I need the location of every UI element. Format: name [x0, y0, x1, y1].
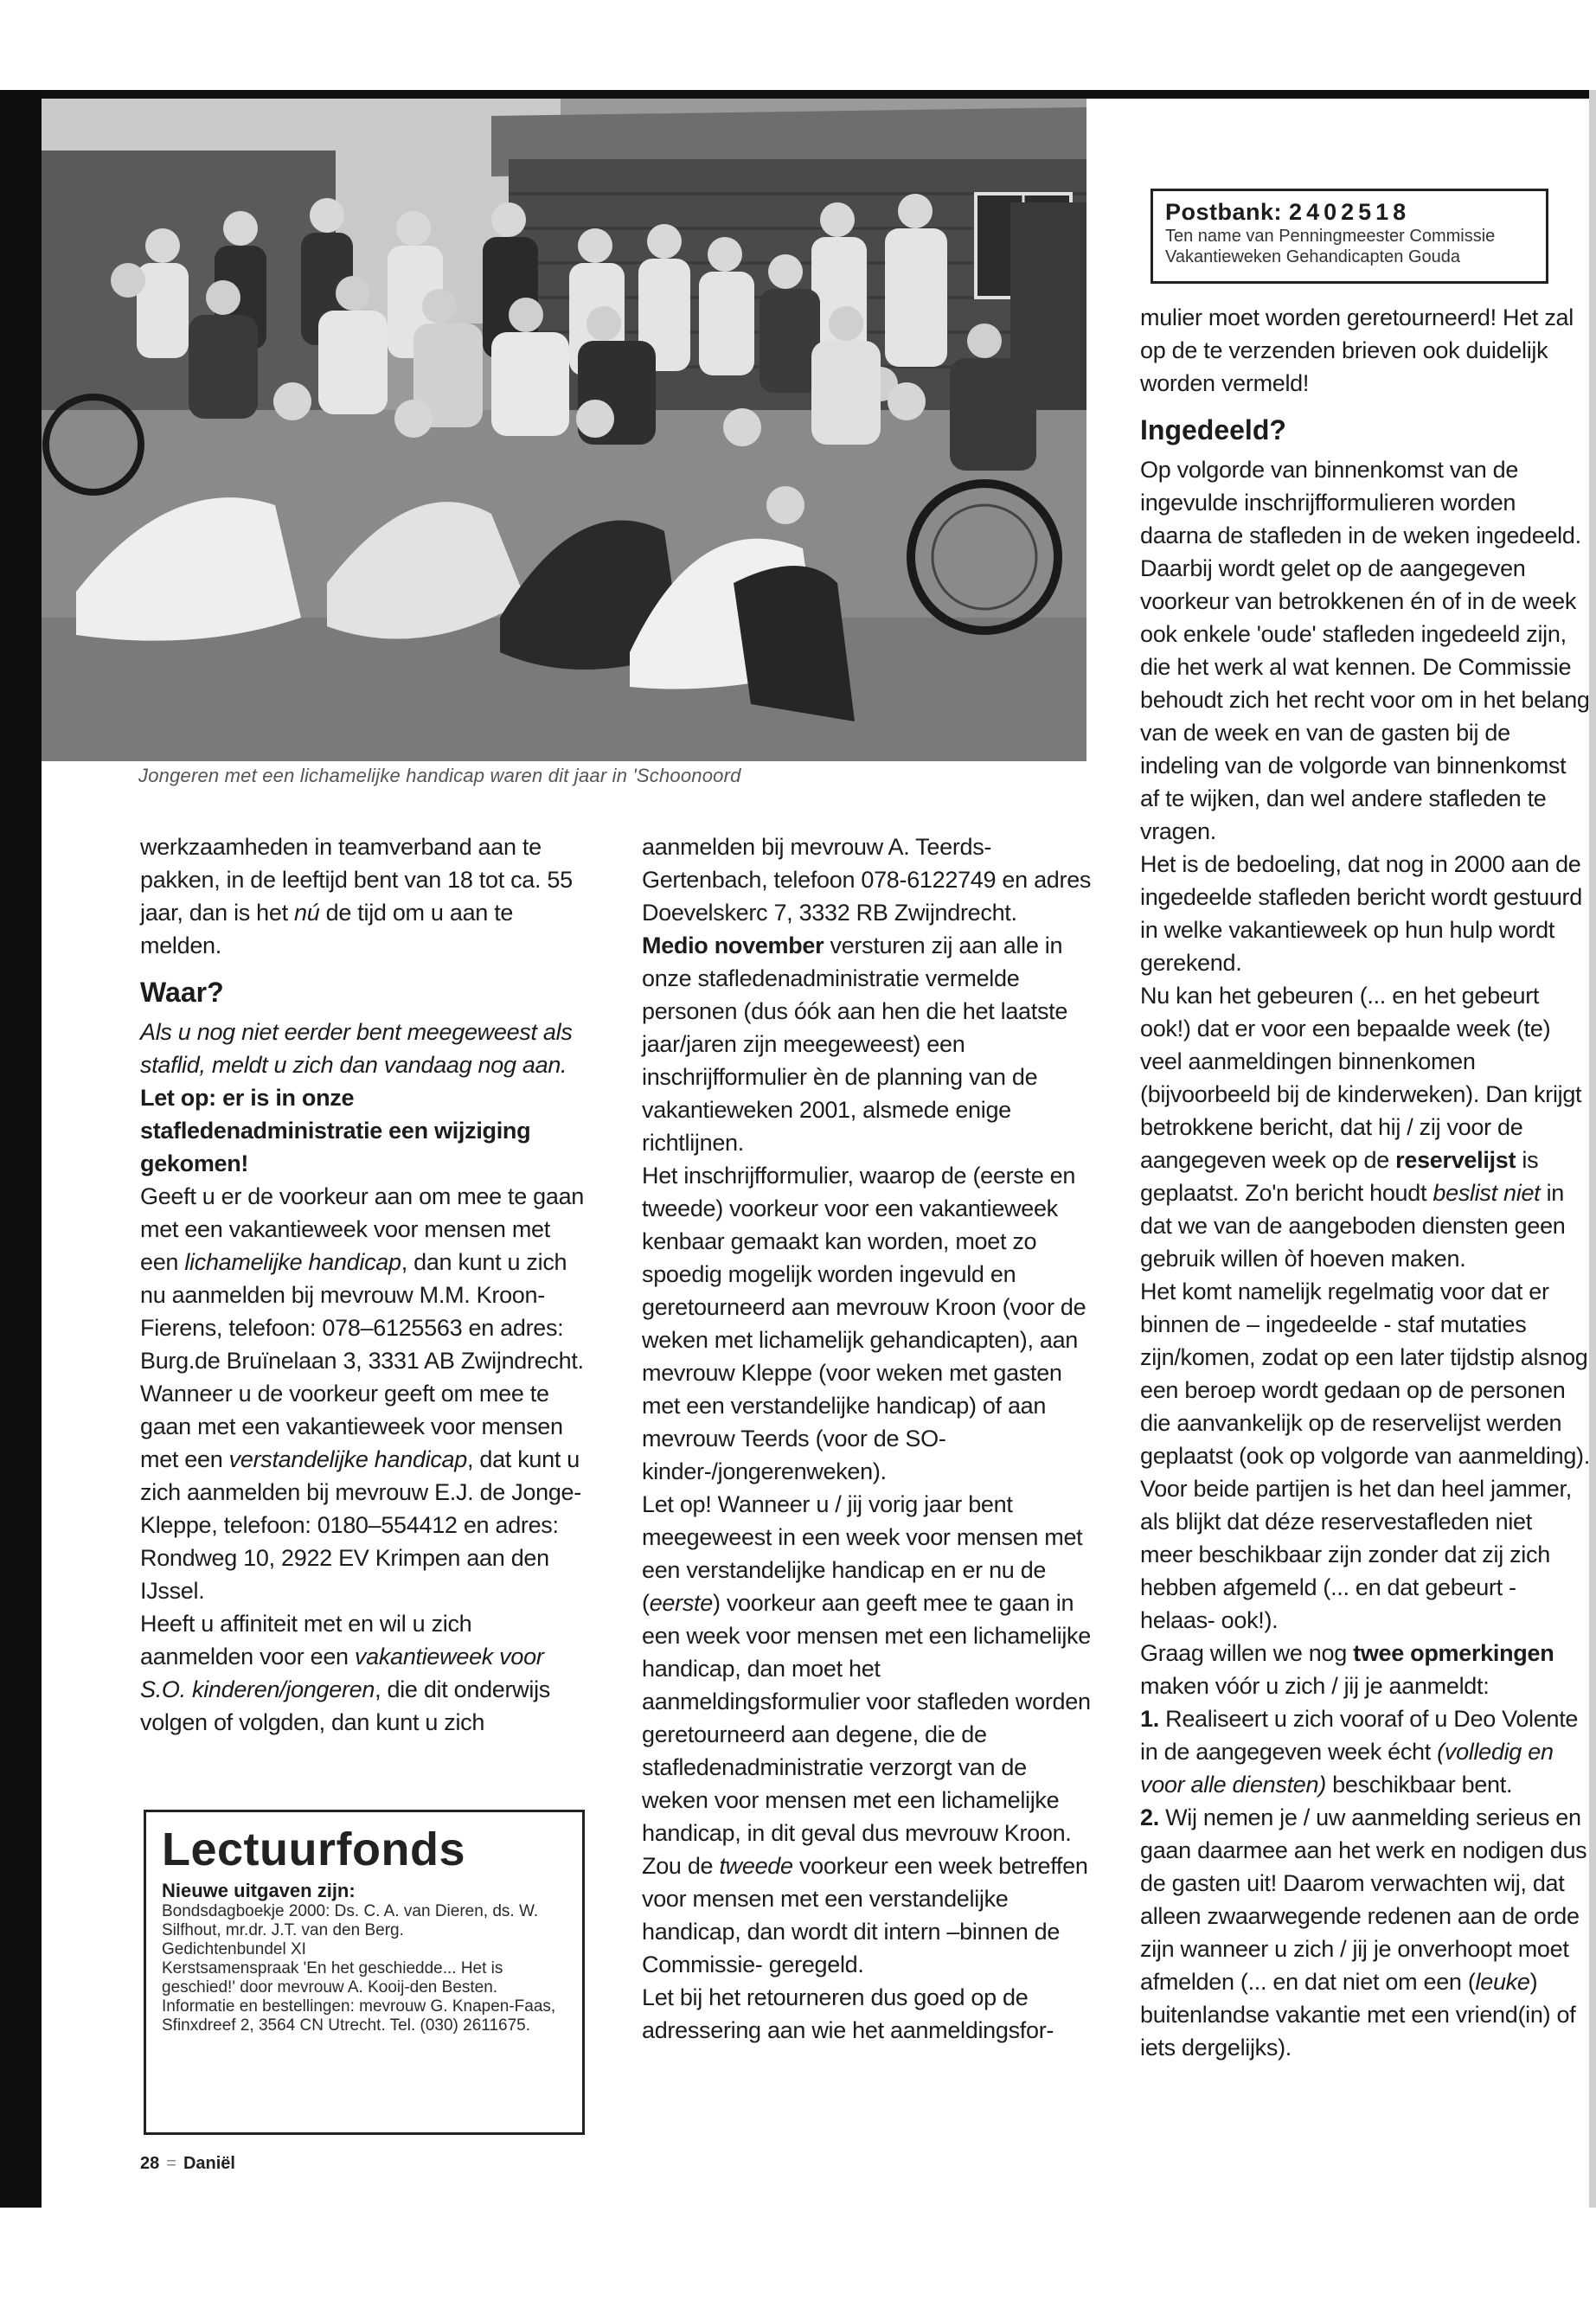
postbank-name-line2: Vakantieweken Gehandicapten Gouda: [1165, 247, 1460, 266]
volgorde-paragraph: Op volgorde van binnenkomst van de ingevulde inschrijfformulieren worden daarna de stafleden in de weken ingedeeld. Daarbij wordt gelet op de aangegeven voorkeur van betrokkenen én of in de week ook enkele 'oude' stafleden ingedeeld zijn, die het werk al wat kennen. De Commissie behoudt zich het recht voor om in het belang van de week en van de gasten bij de indeling van de volgorde van binnenkomst af te wijken, dan wel andere stafleden te vragen.: [1140, 457, 1590, 844]
lectuurfonds-body: [162, 1902, 568, 2035]
waar-heading: Waar?: [140, 977, 224, 1008]
postbank-number: 2402518: [1289, 199, 1411, 225]
teerds-paragraph: aanmelden bij mevrouw A. Teerds-Gertenbach, telefoon 078-6122749 en adres Doevelskerc 7, 3332 RB Zwijndrecht.: [642, 834, 1092, 926]
medio-november-paragraph: Medio november versturen zij aan alle in onze stafledenadministratie vermelde personen (dus óók aan hen die het laatste jaar/jaren zijn meegeweest) een inschrijfformulier èn de planning van de vakantieweken 2001, alsmede enige richtlijnen.: [642, 933, 1068, 1156]
article-column-1: [140, 830, 590, 1739]
mutaties-paragraph: Het komt namelijk regelmatig voor dat er binnen de – ingedeelde - staf mutaties zijn/komen, zodat op een later tijdstip alsnog een beroep wordt gedaan op de personen die aanvankelijk op de reservelijst werden geplaatst (ook op volgorde van aanmelding). Voor beide partijen is het dan heel jammer, als blijkt dat déze reservestafleden niet meer beschikbaar zijn zonder dat zij zich hebben afgemeld (... en dat gebeurt -helaas- ook!).: [1140, 1279, 1590, 1633]
photo-caption: Jongeren met een lichamelijke handicap waren dit jaar in 'Schoonoord: [138, 765, 741, 786]
group-photo: [42, 99, 1086, 761]
opmerking-2: 2. Wij nemen je / uw aanmelding serieus en gaan daarmee aan het werk en nodigen dus de gasten uit! Daarom verwachten wij, dat alleen zwaarwegende redenen aan de orde zijn wanneer u zich / jij je onverhoopt moet afmelden (... en dat niet om een (leuke) buitenlandse vakantie met een vriend(in) of iets dergelijks).: [1140, 1804, 1587, 2061]
page-footer: [140, 2154, 235, 2174]
lectuurfonds-subtitle: Nieuwe uitgaven zijn:: [162, 1880, 356, 1901]
so-kinderen-paragraph: Heeft u affiniteit met en wil u zich aanmelden voor een vakantieweek voor S.O. kinderen/jongeren, die dit onderwijs volgen of volgden, dan kunt u zich: [140, 1611, 550, 1735]
article-column-2: [642, 830, 1092, 2047]
postbank-name-line1: Ten name van Penningmeester Commissie: [1165, 227, 1496, 246]
opmerkingen-paragraph: Graag willen we nog twee opmerkingen maken vóór u zich / jij je aanmeldt:: [1140, 1640, 1554, 1699]
intro-paragraph: werkzaamheden in teamverband aan te pakken, in de leeftijd bent van 18 tot ca. 55 jaar, dan is het nú de tijd om u aan te melden.: [140, 834, 573, 958]
lectuurfonds-title: Lectuurfonds: [162, 1823, 465, 1875]
letop-bold-paragraph: Let op: er is in onze stafledenadministratie een wijziging gekomen!: [140, 1085, 531, 1176]
bedoeling-paragraph: Het is de bedoeling, dat nog in 2000 aan de ingedeelde stafleden bericht wordt gestuurd in welke vakantieweek op hun hulp wordt gerekend.: [1140, 851, 1582, 976]
reservelijst-paragraph: Nu kan het gebeuren (... en het gebeurt ook!) dat er voor een bepaalde week (te) veel aanmeldingen binnenkomen (bijvoorbeeld bij de kinderweken). Dan krijgt betrokkene bericht, dat hij / zij voor de aangegeven week op de reservelijst is geplaatst. Zo'n bericht houdt beslist niet in dat we van de aangeboden diensten geen gebruik willen òf hoeven maken.: [1140, 983, 1582, 1272]
page-number: 28: [140, 2154, 160, 2173]
scan-top-border: [0, 90, 1596, 99]
magazine-name: Daniël: [183, 2154, 235, 2173]
postbank-label: Postbank:: [1165, 199, 1283, 225]
scan-right-edge: [1589, 90, 1596, 2208]
lectuurfonds-contact: Informatie en bestellingen: mevrouw G. Knapen-Faas, Sfinxdreef 2, 3564 CN Utrecht. Tel. (030) 2611675.: [162, 1997, 556, 2035]
lectuurfonds-item: Bondsdagboekje 2000: Ds. C. A. van Dieren, ds. W. Silfhout, mr.dr. J.T. van den Berg.: [162, 1902, 539, 1939]
scan-top-margin: [0, 0, 1596, 93]
lectuurfonds-item: Kerstsamenspraak 'En het geschiedde... Het is geschied!' door mevrouw A. Kooij-den Besten.: [162, 1959, 503, 1997]
inschrijfformulier-paragraph: Het inschrijfformulier, waarop de (eerste en tweede) voorkeur voor een vakantieweek kenbaar gemaakt kan worden, moet zo spoedig mogelijk worden ingevuld en geretourneerd aan mevrouw Kroon (voor de weken met lichamelijk gehandicapten), aan mevrouw Kleppe (voor weken met gasten met een verstandelijke handicap) of aan mevrouw Teerds (voor de SO-kinder-/jongerenweken).: [642, 1163, 1086, 1484]
lectuurfonds-item: Gedichtenbundel XI: [162, 1940, 306, 1958]
article-column-3: [1140, 301, 1590, 2064]
retourneren-continued: mulier moet worden geretourneerd! Het zal op de te verzenden brieven ook duidelijk worden vermeld!: [1140, 304, 1574, 396]
lichamelijk-paragraph: Geeft u er de voorkeur aan om mee te gaan met een vakantieweek voor mensen met een lichamelijke handicap, dan kunt u zich nu aanmelden bij mevrouw M.M. Kroon-Fierens, telefoon: 078–6125563 en adres: Burg.de Bruïnelaan 3, 3331 AB Zwijndrecht.: [140, 1183, 585, 1374]
group-photo-illustration: [42, 99, 1086, 761]
letop-paragraph: Let op! Wanneer u / jij vorig jaar bent meegeweest in een week voor mensen met een verstandelijke handicap en er nu de (eerste) voorkeur aan geeft mee te gaan in een week voor mensen met een lichamelijke handicap, dan moet het aanmeldingsformulier voor stafleden worden geretourneerd aan degene, die de stafledenadministratie verzorgt van de weken voor mensen met een lichamelijke handicap, in dit geval dus mevrouw Kroon. Zou de tweede voorkeur een week betreffen voor mensen met een verstandelijke handicap, dan wordt dit intern –binnen de Commissie- geregeld.: [642, 1491, 1091, 1977]
waar-italic-paragraph: Als u nog niet eerder bent meegeweest als staflid, meldt u zich dan vandaag nog aan.: [140, 1019, 573, 1078]
verstandelijk-paragraph: Wanneer u de voorkeur geeft om mee te gaan met een vakantieweek voor mensen met een verstandelijke handicap, dat kunt u zich aanmelden bij mevrouw E.J. de Jonge-Kleppe, telefoon: 0180–554412 en adres: Rondweg 10, 2922 EV Krimpen aan den IJssel.: [140, 1381, 581, 1604]
scan-left-border: [0, 90, 42, 2208]
postbank-box: [1151, 189, 1548, 284]
lectuurfonds-box: [144, 1810, 585, 2135]
ingedeeld-heading: Ingedeeld?: [1140, 414, 1286, 445]
retourneren-paragraph: Let bij het retourneren dus goed op de adressering aan wie het aanmeldingsfor-: [642, 1984, 1054, 2043]
opmerking-1: 1. Realiseert u zich vooraf of u Deo Volente in de aangegeven week écht (volledig en voor alle diensten) beschikbaar bent.: [1140, 1706, 1579, 1798]
footer-separator: =: [166, 2154, 176, 2173]
postbank-title: [1165, 198, 1535, 226]
